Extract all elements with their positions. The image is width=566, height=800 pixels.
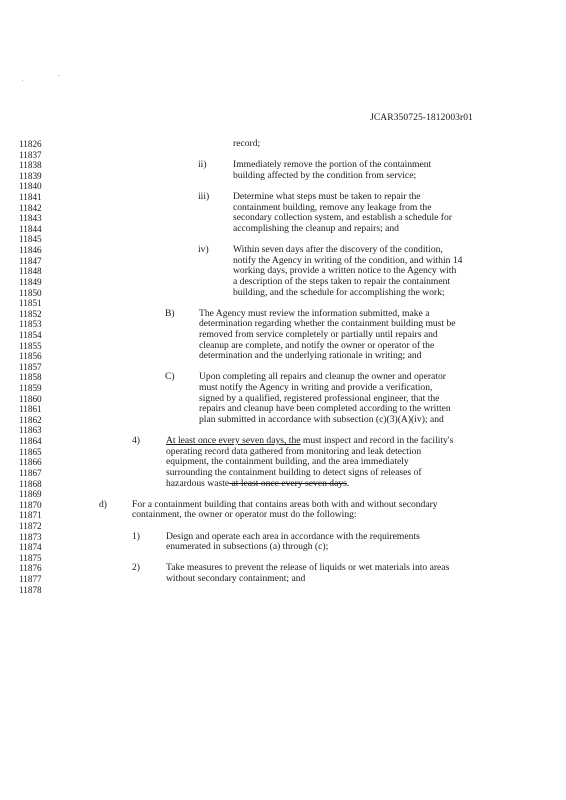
line-number: 11867 (19, 467, 42, 478)
line-number: 11859 (19, 383, 42, 394)
line-number: 11877 (19, 573, 42, 584)
text-segment: building affected by the condition from service; (233, 169, 417, 181)
line-number: 11840 (19, 181, 42, 192)
text-segment: notify the Agency in writing of the condition, and within 14 (233, 254, 463, 266)
line-number: 11878 (19, 584, 42, 595)
line-number: 11873 (19, 531, 42, 542)
line-number: 11850 (19, 287, 42, 298)
text-segment: a description of the steps taken to repair the containment (233, 275, 451, 287)
line-number: 11853 (19, 319, 42, 330)
text-segment: Design and operate each area in accordance with the requirements (166, 530, 420, 542)
line-number: 11870 (19, 499, 42, 510)
text-segment: . (346, 477, 350, 489)
text-segment: must notify the Agency in writing and provide a verification, (199, 382, 433, 394)
scan-speck: ' (22, 80, 24, 86)
line-text (166, 479, 349, 490)
document-id: JCAR350725-1812003r01 (370, 113, 473, 123)
text-segment: Take measures to prevent the release of liquids or wet materials into areas (166, 562, 450, 574)
document-line (0, 171, 566, 182)
text-segment: signed by a qualified, registered professional engineer, that the (199, 392, 440, 404)
line-number: 11862 (19, 414, 42, 425)
line-number: 11875 (19, 552, 42, 563)
text-segment: cleanup are complete, and notify the owner or operator of the (199, 339, 435, 351)
text-segment: Within seven days after the discovery of the condition, (233, 244, 443, 256)
line-text (233, 288, 445, 299)
line-text (199, 351, 421, 362)
text-segment: enumerated in subsections (a) through (c); (166, 541, 329, 553)
line-number: 11847 (19, 255, 42, 266)
text-segment: Upon completing all repairs and cleanup the owner and operator (199, 371, 446, 383)
document-line (0, 415, 566, 426)
text-segment: containment, the owner or operator must do the following: (132, 509, 357, 521)
line-number: 11826 (19, 139, 42, 149)
subsection-label: 4) (132, 435, 140, 447)
subsection-label: 2) (132, 562, 140, 574)
subsection-label: iii) (198, 191, 210, 203)
text-segment: working days, provide a written notice to the Agency with (233, 265, 457, 277)
document-line (0, 139, 566, 150)
text-segment: surrounding the containment building to detect signs of releases of (166, 466, 422, 478)
text-segment: removed from service completely or partially until repairs and (199, 328, 438, 340)
line-text (233, 139, 260, 150)
line-number: 11865 (19, 446, 42, 457)
line-number: 11851 (19, 298, 42, 309)
line-number: 11857 (19, 361, 42, 372)
subsection-label: C) (165, 371, 175, 383)
document-line (0, 224, 566, 235)
line-number: 11839 (19, 170, 42, 181)
line-number: 11869 (19, 489, 42, 500)
document-line (0, 585, 566, 596)
line-number: 11846 (19, 245, 42, 256)
text-segment: secondary collection system, and establish a schedule for (233, 212, 452, 224)
line-number: 11864 (19, 436, 42, 447)
line-number: 11855 (19, 340, 42, 351)
line-number: 11858 (19, 372, 42, 383)
line-text (233, 224, 399, 235)
text-segment: without secondary containment; and (166, 572, 306, 584)
line-text (166, 574, 305, 585)
text-segment: building, and the schedule for accomplishing the work; (233, 286, 445, 298)
line-text (132, 510, 357, 521)
document-body (0, 139, 566, 595)
text-segment: For a containment building that contains areas both with and without secondary (132, 498, 438, 510)
line-number: 11866 (19, 457, 42, 468)
text-segment: accomplishing the cleanup and repairs; and (233, 222, 399, 234)
subsection-label: ii) (198, 159, 207, 171)
document-line (0, 288, 566, 299)
line-number: 11874 (19, 542, 42, 553)
text-segment: The Agency must review the information submitted, make a (199, 307, 430, 319)
subsection-label: 1) (132, 530, 140, 542)
inserted-text: At least once every seven days, the (166, 435, 301, 447)
text-segment: must inspect and record in the facility's (300, 435, 454, 447)
line-number: 11844 (19, 223, 42, 234)
line-text (166, 542, 328, 553)
line-number: 11860 (19, 393, 42, 404)
line-number: 11876 (19, 563, 42, 574)
line-number: 11863 (19, 425, 42, 436)
line-number: 11856 (19, 351, 42, 362)
text-segment: determination and the underlying rationale in writing; and (199, 350, 422, 362)
line-text (233, 171, 416, 182)
text-segment: containment building, remove any leakage from the (233, 201, 432, 213)
document-line (0, 479, 566, 490)
line-number: 11842 (19, 202, 42, 213)
text-segment: determination regarding whether the containment building must be (199, 318, 456, 330)
text-segment: repairs and cleanup have been completed according to the written (199, 403, 451, 415)
subsection-label: iv) (198, 244, 209, 256)
document-line (0, 351, 566, 362)
line-number: 11852 (19, 308, 42, 319)
line-text (199, 415, 444, 426)
text-segment: Determine what steps must be taken to repair the (233, 191, 421, 203)
line-number: 11872 (19, 520, 42, 531)
document-line (0, 510, 566, 521)
line-number: 11854 (19, 329, 42, 340)
text-segment: Immediately remove the portion of the containment (233, 159, 432, 171)
deleted-text: at least once every seven days (229, 477, 347, 489)
scan-speck: - (58, 73, 60, 79)
line-number: 11841 (19, 192, 42, 203)
text-segment: hazardous waste (166, 477, 230, 489)
document-line (0, 542, 566, 553)
line-number: 11848 (19, 266, 42, 277)
line-number: 11871 (19, 510, 42, 521)
line-number: 11861 (19, 404, 42, 415)
text-segment: equipment, the containment building, and the area immediately (166, 456, 409, 468)
subsection-label: B) (165, 307, 175, 319)
text-segment: plan submitted in accordance with subsection (c)(3)(A)(iv); and (199, 413, 444, 425)
text-segment: operating record data gathered from monitoring and leak detection (166, 445, 422, 457)
line-number: 11849 (19, 276, 42, 287)
document-line (0, 574, 566, 585)
text-segment: record; (233, 138, 261, 149)
line-number: 11843 (19, 213, 42, 224)
line-number: 11838 (19, 160, 42, 171)
line-number: 11837 (19, 149, 42, 160)
line-number: 11868 (19, 478, 42, 489)
line-number: 11845 (19, 234, 42, 245)
subsection-label: d) (99, 498, 107, 510)
